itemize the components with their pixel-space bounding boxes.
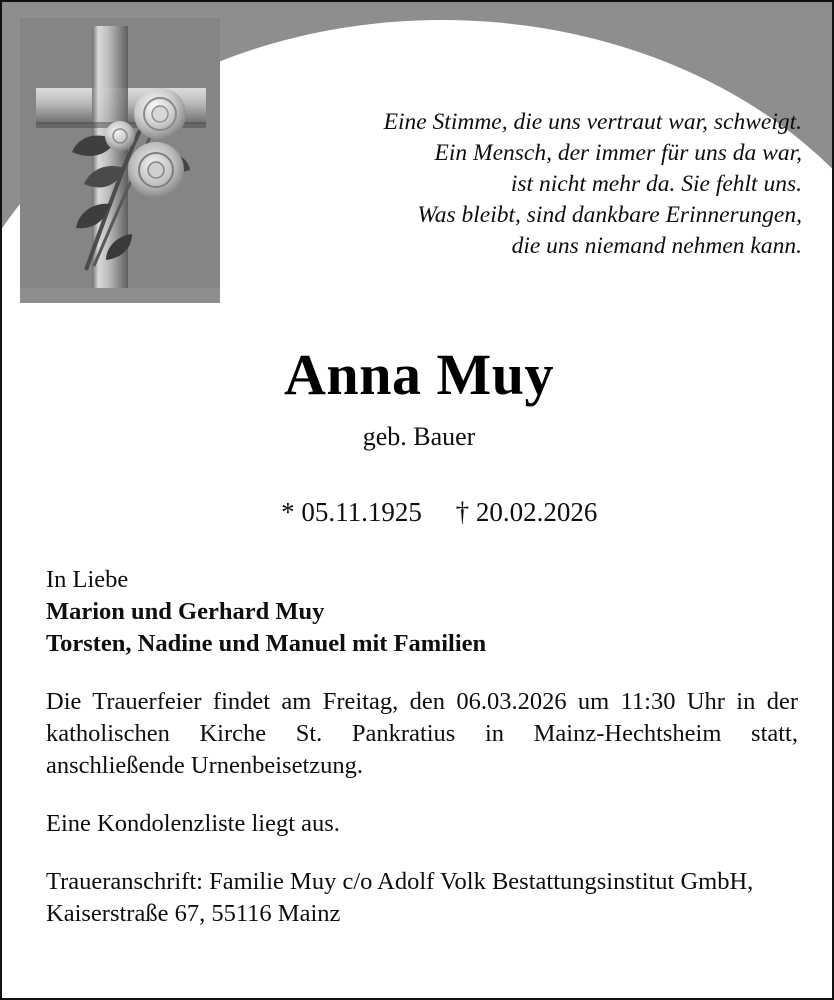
death-date: † 20.02.2026 (455, 497, 598, 527)
spacer (46, 782, 798, 808)
body-text (46, 564, 798, 930)
cross-with-roses-icon (20, 18, 220, 303)
deceased-block (2, 342, 834, 560)
verse-line: die uns niemand nehmen kann. (511, 233, 802, 259)
verse-line: Ein Mensch, der immer für uns da war, (434, 140, 802, 166)
address-text: Traueranschrift: Familie Muy c/o Adolf Volk Bestattungsinstitut GmbH, Kaiserstraße 67, 55116 Mainz (46, 868, 754, 927)
verse-text (257, 107, 802, 262)
deceased-name: Anna Muy (284, 342, 554, 407)
condolence-text: Eine Kondolenzliste liegt aus. (46, 810, 340, 837)
dedication-intro: In Liebe (46, 566, 129, 593)
maiden-name: geb. Bauer (362, 422, 476, 451)
verse-line: Eine Stimme, die uns vertraut war, schweigt. (383, 109, 802, 135)
birth-date: * 05.11.1925 (281, 497, 422, 527)
service-text: Die Trauerfeier findet am Freitag, den 06.03.2026 um 11:30 Uhr in der katholischen Kirche St. Pankratius in Mainz-Hechtsheim statt, anschließende Urnenbeisetzung. (46, 688, 798, 779)
verse-line: ist nicht mehr da. Sie fehlt uns. (510, 171, 802, 197)
verse-line: Was bleibt, sind dankbare Erinnerungen, (417, 202, 802, 228)
spacer (46, 660, 798, 686)
spacer (46, 840, 798, 866)
family-line-2: Torsten, Nadine und Manuel mit Familien (46, 630, 487, 657)
family-line-1: Marion und Gerhard Muy (46, 598, 325, 625)
life-dates (2, 464, 834, 560)
date-separator (422, 497, 456, 527)
